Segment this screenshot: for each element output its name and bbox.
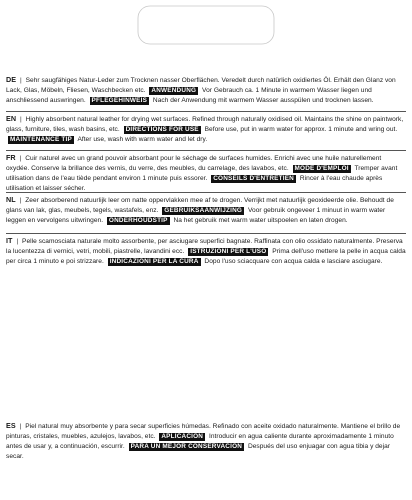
description-text: Highly absorbent natural leather for drying wet surfaces. Refined through naturally oxidised oil. Maintains the shine on paintwork, glass, furniture, tiles, wash basins, etc. xyxy=(6,116,404,133)
care-text: Nach der Anwendung mit warmem Wasser ausspülen und trocknen lassen. xyxy=(152,96,374,104)
description-text: Pelle scamosciata naturale molto assorbente, per asciugare superfici bagnate. Raffinata con olio ossidato naturalmente. Preserva la lucentezza di vernici, vetri, mobili, piastrelle, lavandini ecc. xyxy=(6,238,403,255)
care-heading: INDICAZIONI PER LA CURA xyxy=(109,257,199,265)
divider xyxy=(6,150,406,151)
language-code: EN xyxy=(6,114,17,123)
language-code: NL xyxy=(6,195,16,204)
care-text: Na het gebruik met warm water uitspoelen en laten drogen. xyxy=(173,216,348,224)
usage-text: Voor gebruik ongeveer 1 minuut in warm water leggen en vervolgens uitwringen. xyxy=(6,206,386,224)
care-text: After use, wash with warm water and let dry. xyxy=(77,135,208,143)
usage-heading: MODE D'EMPLOI xyxy=(294,164,349,172)
divider xyxy=(6,111,406,112)
divider xyxy=(6,233,406,234)
usage-text: Vor Gebrauch ca. 1 Minute in warmem Wasser liegen und anschliessend auswringen. xyxy=(6,86,372,104)
usage-heading: DIRECTIONS FOR USE xyxy=(125,125,199,133)
care-heading: CONSEILS D'ENTRETIEN xyxy=(213,174,294,182)
language-code: ES xyxy=(6,421,16,430)
usage-heading: ANWENDUNG xyxy=(151,86,197,94)
section-en: EN | Highly absorbent natural leather for drying wet surfaces. Refined through naturally oxidised oil. Maintains the shine on paintwork, glass, furniture, tiles, wash basins, etc. DIRECTIONS FOR USE Before use, put in warm water for approx. 1 minute and wring out. MAINTENANCE TIP After use, wash with warm water and let dry. xyxy=(6,114,404,143)
section-es: ES | Piel natural muy absorbente y para secar superficies húmedas. Refinado con aceite oxidado naturalmente. Mantiene el brillo de pinturas, cristales, muebles, azulejos, lavabos, etc. APLICACIÓN Introducir en agua caliente durante aproximadamente 1 minuto antes de usar y, a continuación, escurrir. PARA UN MEJOR CONSERVACIÓN Después del uso enjuagar con agua tibia y dejar secar. xyxy=(6,421,401,460)
description-text: Sehr saugfähiges Natur-Leder zum Trocknen nasser Oberflächen. Veredelt durch natürlich oxidiertes Öl. Erhält den Glanz von Lack, Glas, Möbeln, Fliesen, Waschbecken etc. xyxy=(6,77,396,94)
section-fr: FR | Cuir naturel avec un grand pouvoir absorbant pour le séchage de surfaces humides. Enrichi avec une huile naturellement oxydée. Conserve la brillance des vernis, du verre, des meubles, du carrelage, des lavabos, etc. MODE D'EMPLOI Tremper avant utilisation dans de l'eau tiède pendant environ 1 minute puis essorer. CONSEILS D'ENTRETIEN Rincer à l'eau chaude après utilisation et laisser sécher. xyxy=(6,153,398,192)
usage-text: Introducir en agua caliente durante aproximadamente 1 minuto antes de usar y, a continuación, escurrir. xyxy=(6,432,394,450)
care-heading: PFLEGEHINWEIS xyxy=(91,96,148,104)
section-nl: NL | Zeer absorberend natuurlijk leer om natte oppervlakken mee af te drogen. Verrijkt met natuurlijk geoxideerde olie. Behoudt de glans van lak, glas, meubels, tegels, wastafels, enz. GEBRUIKSAANWIJZING Voor gebruik ongeveer 1 minuut in warm water leggen en vervolgens uitwringen. ONDERHOUDSTIP Na het gebruik met warm water uitspoelen en laten drogen. xyxy=(6,195,394,224)
usage-text: Prima dell'uso mettere la pelle in acqua calda per circa 1 minuto e poi strizzare. xyxy=(6,247,406,265)
care-text: Después del uso enjuagar con agua tibia y dejar secar. xyxy=(6,442,391,460)
care-text: Dopo l'uso sciacquare con acqua calda e lasciare asciugare. xyxy=(204,257,383,265)
language-code: FR xyxy=(6,153,16,162)
care-text: Rincer à l'eau chaude après utilisation et laisser sécher. xyxy=(6,174,383,192)
care-heading: PARA UN MEJOR CONSERVACIÓN xyxy=(130,442,243,450)
section-it: IT | Pelle scamosciata naturale molto assorbente, per asciugare superfici bagnate. Raffinata con olio ossidato naturalmente. Preserva la lucentezza di vernici, vetri, mobili, piastrelle, lavandini ecc. ISTRUZIONI PER L'USO Prima dell'uso mettere la pelle in acqua calda per circa 1 minuto e poi strizzare. INDICAZIONI PER LA CURA Dopo l'uso sciacquare con acqua calda e lasciare asciugare. xyxy=(6,236,406,265)
divider xyxy=(6,192,406,193)
description-text: Zeer absorberend natuurlijk leer om natte oppervlakken mee af te drogen. Verrijkt met natuurlijk geoxideerde olie. Behoudt de glans van lak, glas, meubels, tegels, wastafels, enz. xyxy=(6,197,394,214)
usage-heading: GEBRUIKSAANWIJZING xyxy=(164,206,243,214)
language-code: DE xyxy=(6,75,17,84)
description-text: Piel natural muy absorbente y para secar superficies húmedas. Refinado con aceite oxidado naturalmente. Mantiene el brillo de pinturas, cristales, muebles, azulejos, lavabos, etc. xyxy=(6,423,401,440)
hang-hole-shape xyxy=(138,6,274,44)
usage-text: Before use, put in warm water for approx. 1 minute and wring out. xyxy=(204,125,398,133)
language-code: IT xyxy=(6,236,13,245)
usage-heading: APLICACIÓN xyxy=(161,432,204,440)
care-heading: MAINTENANCE TIP xyxy=(10,135,72,143)
description-text: Cuir naturel avec un grand pouvoir absorbant pour le séchage de surfaces humides. Enrichi avec une huile naturellement oxydée. Conserve la brillance des vernis, du verre, des meubles, du carrelage, des lavabos, etc. xyxy=(6,155,382,172)
usage-text: Tremper avant utilisation dans de l'eau tiède pendant environ 1 minute puis essorer. xyxy=(6,164,398,182)
usage-heading: ISTRUZIONI PER L'USO xyxy=(190,247,267,255)
care-heading: ONDERHOUDSTIP xyxy=(108,216,168,224)
hang-hole-outline xyxy=(0,0,412,58)
section-de: DE | Sehr saugfähiges Natur-Leder zum Trocknen nasser Oberflächen. Veredelt durch natürlich oxidiertes Öl. Erhält den Glanz von Lack, Glas, Möbeln, Fliesen, Waschbecken etc. ANWENDUNG Vor Gebrauch ca. 1 Minute in warmem Wasser liegen und anschliessend auswringen. PFLEGEHINWEIS Nach der Anwendung mit warmem Wasser ausspülen und trocknen lassen. xyxy=(6,75,396,104)
